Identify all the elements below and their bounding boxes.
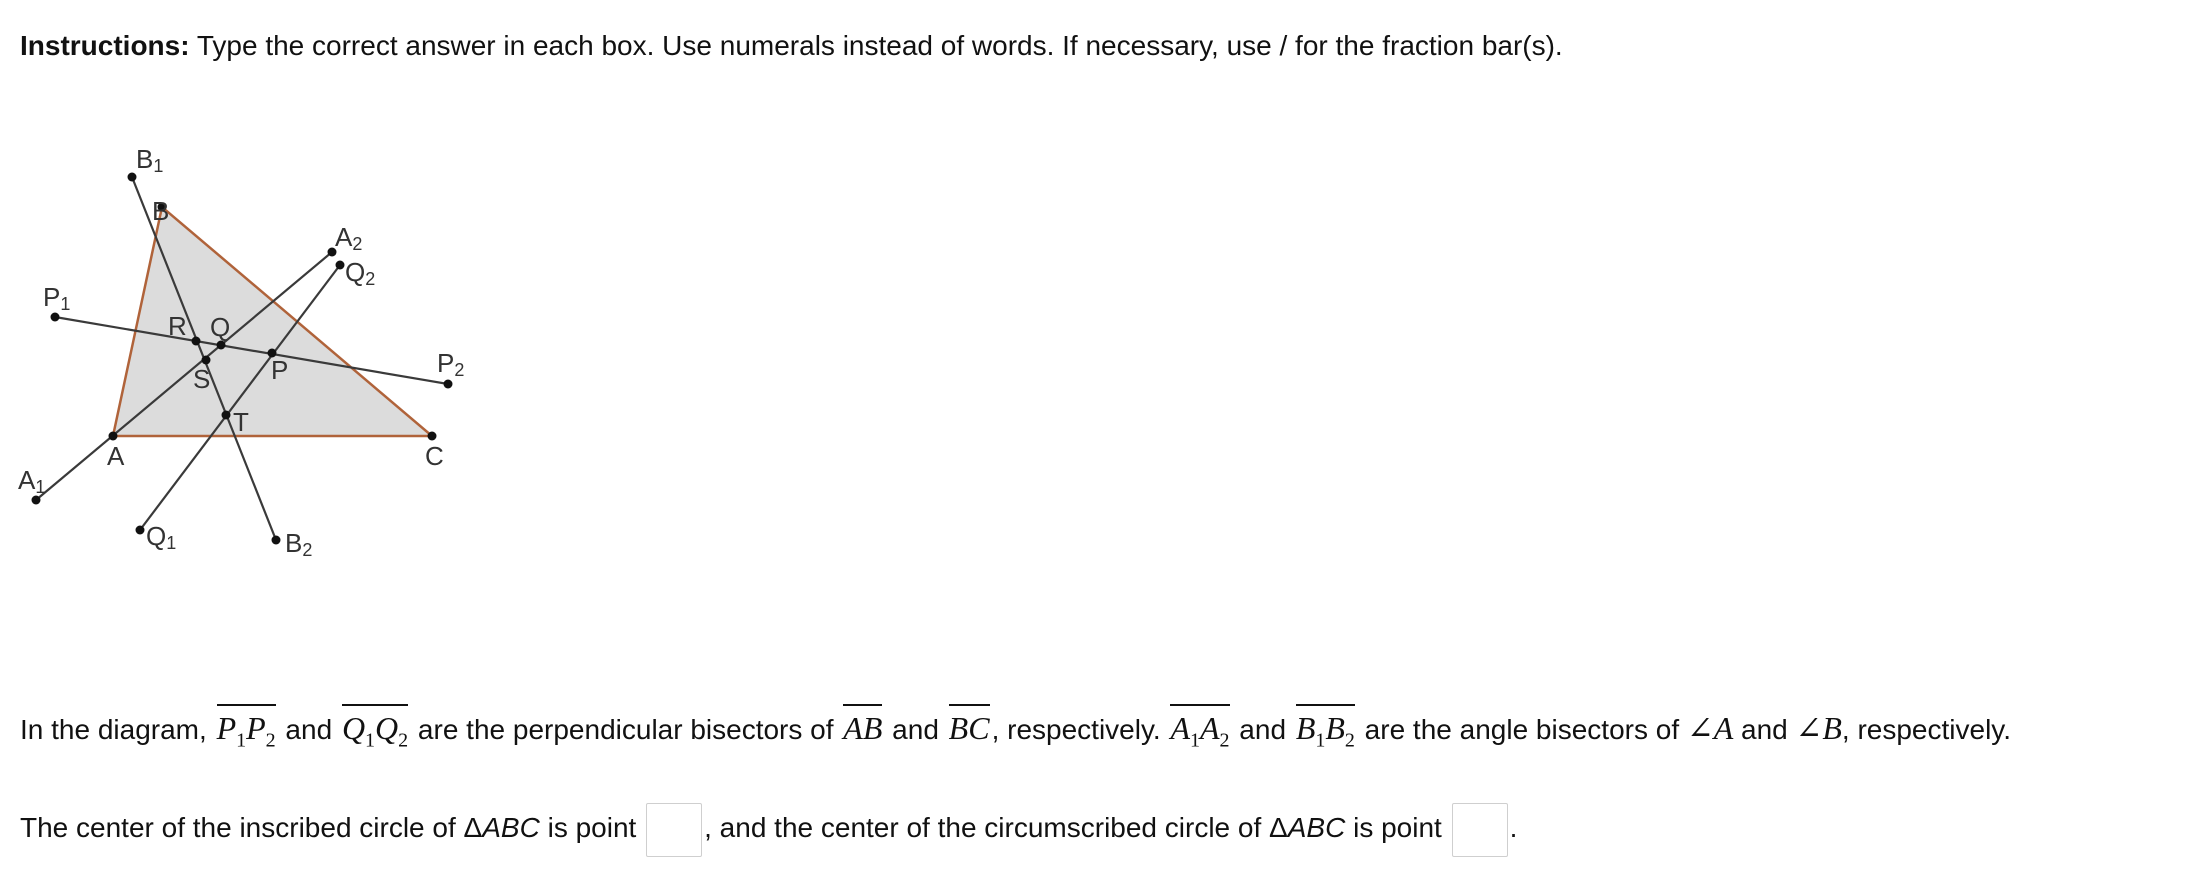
point-q2 xyxy=(336,261,345,270)
question-end: . xyxy=(1509,812,1518,843)
angle-b xyxy=(1796,710,1842,746)
statement-text-1: In the diagram, xyxy=(20,714,215,745)
statement-text-5: , respectively. xyxy=(991,714,1169,745)
question-text-1: The center of the inscribed circle of xyxy=(20,812,464,843)
point-b2 xyxy=(272,536,281,545)
triangle-symbol-1: Δ xyxy=(463,812,483,843)
segment-ab: AB xyxy=(843,704,882,746)
label-p: P xyxy=(271,355,289,385)
triangle-name-2: ABC xyxy=(1287,812,1346,843)
angle-a-symbol: ∠ xyxy=(1686,710,1714,746)
question-line xyxy=(20,796,1517,860)
label-a2: A2 xyxy=(335,222,363,254)
incenter-answer-box[interactable] xyxy=(646,803,702,857)
statement-text-4: and xyxy=(884,714,947,745)
triangle-name-1: ABC xyxy=(482,812,540,843)
label-p2: P2 xyxy=(437,348,465,380)
statement-text-2: and xyxy=(277,714,340,745)
question-text-3: , and the center of the circumscribed circle of xyxy=(704,812,1270,843)
label-a: A xyxy=(107,441,125,471)
geometry-diagram xyxy=(0,80,700,680)
label-b1: B1 xyxy=(136,144,164,176)
seg-b1b2-a: B xyxy=(1295,710,1316,746)
seg-q1q2-b-sub: 2 xyxy=(398,729,409,752)
segment-p1p2 xyxy=(217,704,276,758)
question-text-2: is point xyxy=(539,812,645,843)
problem-statement xyxy=(20,700,2011,758)
seg-a1a2-b-sub: 2 xyxy=(1219,729,1230,752)
question-text-4: is point xyxy=(1345,812,1450,843)
point-q1 xyxy=(136,526,145,535)
triangle-symbol-2: Δ xyxy=(1269,812,1288,843)
seg-p1p2-b-sub: 2 xyxy=(265,729,276,752)
segment-b1b2 xyxy=(1296,704,1355,758)
seg-a1a2-b: A xyxy=(1199,710,1220,746)
label-s: S xyxy=(193,364,211,394)
label-b2: B2 xyxy=(285,528,313,560)
triangle-abc xyxy=(113,207,432,436)
statement-text-3: are the perpendicular bisectors of xyxy=(410,714,842,745)
segment-q1q2 xyxy=(342,704,408,758)
label-q2: Q2 xyxy=(345,257,376,289)
label-q1: Q1 xyxy=(146,521,177,553)
seg-q1q2-a: Q xyxy=(341,710,366,746)
seg-a1a2-a: A xyxy=(1170,710,1190,746)
circumcenter-answer-box[interactable] xyxy=(1452,803,1508,857)
label-b: B xyxy=(152,196,170,226)
angle-a xyxy=(1687,710,1733,746)
label-c: C xyxy=(425,441,444,471)
point-p2 xyxy=(444,380,453,389)
statement-text-6: and xyxy=(1231,714,1294,745)
segment-a1a2 xyxy=(1170,704,1229,758)
point-t xyxy=(222,411,231,420)
point-a xyxy=(109,432,118,441)
point-p1 xyxy=(51,313,60,322)
seg-p1p2-a-sub: 1 xyxy=(236,729,247,752)
statement-text-8: and xyxy=(1733,714,1796,745)
segment-bc: BC xyxy=(949,704,990,746)
point-c xyxy=(428,432,437,441)
instructions-text: Type the correct answer in each box. Use numerals instead of words. If necessary, use / for the fraction bar(s). xyxy=(189,30,1563,61)
angle-a-letter: A xyxy=(1713,710,1734,746)
label-r: R xyxy=(168,311,187,341)
seg-b1b2-a-sub: 1 xyxy=(1315,729,1326,752)
angle-b-letter: B xyxy=(1822,710,1842,746)
seg-q1q2-b: Q xyxy=(375,710,399,746)
point-r xyxy=(192,337,201,346)
label-a1: A1 xyxy=(18,465,46,497)
instructions xyxy=(20,28,1563,64)
label-t: T xyxy=(233,407,249,437)
statement-text-7: are the angle bisectors of xyxy=(1356,714,1687,745)
label-p1: P1 xyxy=(43,282,71,314)
seg-b1b2-b: B xyxy=(1325,710,1345,746)
seg-a1a2-a-sub: 1 xyxy=(1189,729,1200,752)
seg-q1q2-a-sub: 1 xyxy=(365,729,376,752)
instructions-lead: Instructions: xyxy=(20,30,190,61)
seg-p1p2-b: P xyxy=(246,710,266,746)
label-q: Q xyxy=(210,312,231,342)
statement-text-9: , respectively. xyxy=(1841,714,2011,745)
seg-p1p2-a: P xyxy=(216,710,237,746)
seg-b1b2-b-sub: 2 xyxy=(1344,729,1355,752)
angle-b-symbol: ∠ xyxy=(1795,710,1823,746)
